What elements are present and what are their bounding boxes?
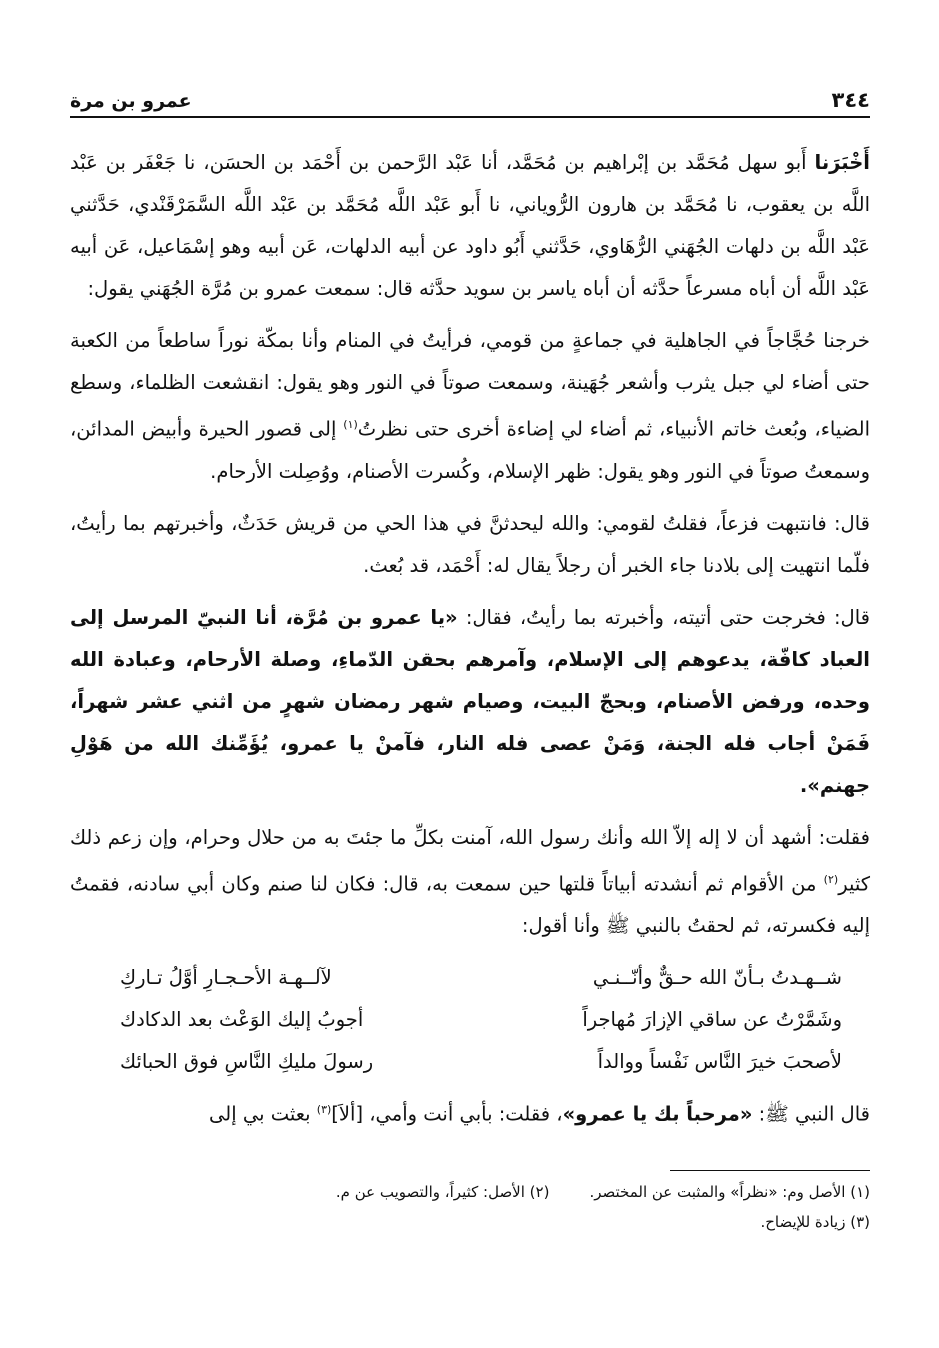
poem-verse	[70, 1041, 870, 1083]
footnotes	[70, 1177, 870, 1237]
footnote-1: (١) الأصل وم: «نظراً» والمثبت عن المختصر.	[589, 1182, 870, 1201]
welcome-paragraph	[70, 1089, 870, 1136]
poem-verse	[70, 999, 870, 1041]
awakening-paragraph: قال: فانتبهت فزعاً، فقلتُ لقومي: والله ليحدثنَّ في هذا الحي من قريش حَدَثٌ، وأخبرتهم بما رأيتُ، فلّما انتهيت إلى بلادنا جاء الخبر أن رجلاً يقال له: أَحْمَد، قد بُعث.	[70, 511, 870, 577]
verse-second-hemistich: لآلــهـة الأحـجـارِ أوَّلُ تـاركِ	[120, 966, 332, 989]
isnad-text: أَبو سهل مُحَمَّد بن إبْراهيم بن مُحَمَّد، أنا عَبْد الرَّحمن بن أَحْمَد بن الحسَن، نا جَعْفَر بن عَبْد اللَّه بن يعقوب، نا مُحَمَّد بن هارون الرُّوياني، نا أَبو عَبْد اللَّه مُحَمَّد بن عَبْد اللَّه السَّمَرْقَنْدي، حَدَّثني عَبْد اللَّه بن دلهات الجُهَني الرُّهَاوي، حَدَّثني أَبُو داود عن أبيه الدلهات، عَن أبيه وهو إسْمَاعيل، عَن أبيه عَبْد اللَّه أن أباه مسرعاً حدَّثه أن أباه ياسر بن سويد حدَّثه قال: سمعت عمرو بن مُرَّة الجُهَني يقول:	[70, 151, 870, 300]
verse-first-hemistich: وشَمَّرْتُ عن ساقي الإزارَ مُهاجراً	[582, 1008, 842, 1031]
footnote-ref-2: (٢)	[823, 872, 839, 886]
verse-first-hemistich: شــهـدتُ بـأنّ الله حـقٌّ وأنّــنـي	[592, 966, 842, 989]
running-title: عمرو بن مرة	[70, 90, 192, 112]
testimony-text-a: فقلت: أشهد أن لا إله إلاّ الله وأنك رسول الله، آمنت بكلِّ ما جئتَ به من حلال وحرام، وإن زعم ذلك كثير	[70, 825, 870, 895]
footnote-row	[70, 1177, 870, 1207]
dream-text-a: خرجنا حُجَّاجاً في الجاهلية في جماعةٍ من قومي، فرأيتُ في المنام وأنا بمكّة نوراً ساطعاً من الكعبة حتى أضاء لي جبل يثرب وأشعر جُهَينة، وسمعت صوتاً في النور وهو يقول: انقشعت الظلماء، وسطع الضياء، وبُعث خاتم الأنبياء، ثم أضاء لي إضاءة أخرى حتى نظرتُ	[70, 329, 870, 441]
prophet-speech-intro: قال: فخرجت حتى أتيته، وأخبرته بما رأيتُ، فقال:	[457, 605, 870, 629]
dream-text-b: إلى قصور الحيرة وأبيض المدائن، وسمعتُ صوتاً في النور وهو يقول: ظهر الإسلام، وكُسرت الأصنام، ووُصِلت الأرحام.	[70, 417, 870, 483]
footnote-2: (٢) الأصل: كثيراً، والتصويب عن م.	[335, 1182, 550, 1201]
page-body	[70, 142, 870, 1136]
welcome-text-a: قال النبي ﷺ:	[752, 1102, 870, 1126]
poem	[70, 957, 870, 1083]
testimony-paragraph	[70, 817, 870, 948]
prophet-speech-paragraph	[70, 597, 870, 807]
page-header	[70, 88, 870, 118]
welcome-text-c: بعثت بي إلى	[209, 1102, 317, 1126]
dream-paragraph	[70, 320, 870, 493]
book-page	[70, 88, 870, 1237]
prophet-speech-quote: «يا عمرو بن مُرَّة، أنا النبيّ المرسل إلى العباد كافّة، يدعوهم إلى الإسلام، وآمرهم بحقن الدّماءِ، وصلة الأرحام، وعبادة الله وحده، ورفض الأصنام، وبحجّ البيت، وصيام شهر رمضان شهرٍ من اثني عشر شهراً، فَمَنْ أجاب فله الجنة، وَمَنْ عصى فله النار، فآمنْ يا عمرو، يُؤَمِّنك الله من هَوْلِ جهنم».	[70, 605, 870, 797]
verse-second-hemistich: رسولَ مليكِ النَّاسِ فوق الحبائك	[120, 1050, 374, 1073]
footnote-3: (٣) زيادة للإيضاح.	[760, 1212, 870, 1231]
isnad-paragraph	[70, 142, 870, 310]
isnad-lead-word: أَخْبَرَنا	[814, 151, 870, 174]
welcome-quote: «مرحباً بك يا عمرو»	[562, 1102, 753, 1126]
testimony-text-b: من الأقوام ثم أنشدته أبياتاً قلتها حين سمعت به، قال: فكان لنا صنم وكان أبي سادنه، فقمتُ إليه فكسرته، ثم لحقتُ بالنبي ﷺ وأنا أقول:	[70, 872, 870, 937]
page-number: ٣٤٤	[831, 88, 870, 112]
footnote-ref-3: (٣)	[316, 1103, 332, 1116]
footnote-divider	[670, 1170, 870, 1171]
poem-verse	[70, 957, 870, 999]
footnote-ref-1: (١)	[343, 418, 358, 431]
verse-first-hemistich: لأصحبَ خيرَ النَّاس نَفْساً ووالداً	[597, 1050, 842, 1073]
verse-second-hemistich: أجوبُ إليك الوَعْث بعد الدكادك	[120, 1008, 364, 1031]
welcome-text-b: ، فقلت: بأبي أنت وأمي، [ألاَ]	[331, 1102, 563, 1126]
